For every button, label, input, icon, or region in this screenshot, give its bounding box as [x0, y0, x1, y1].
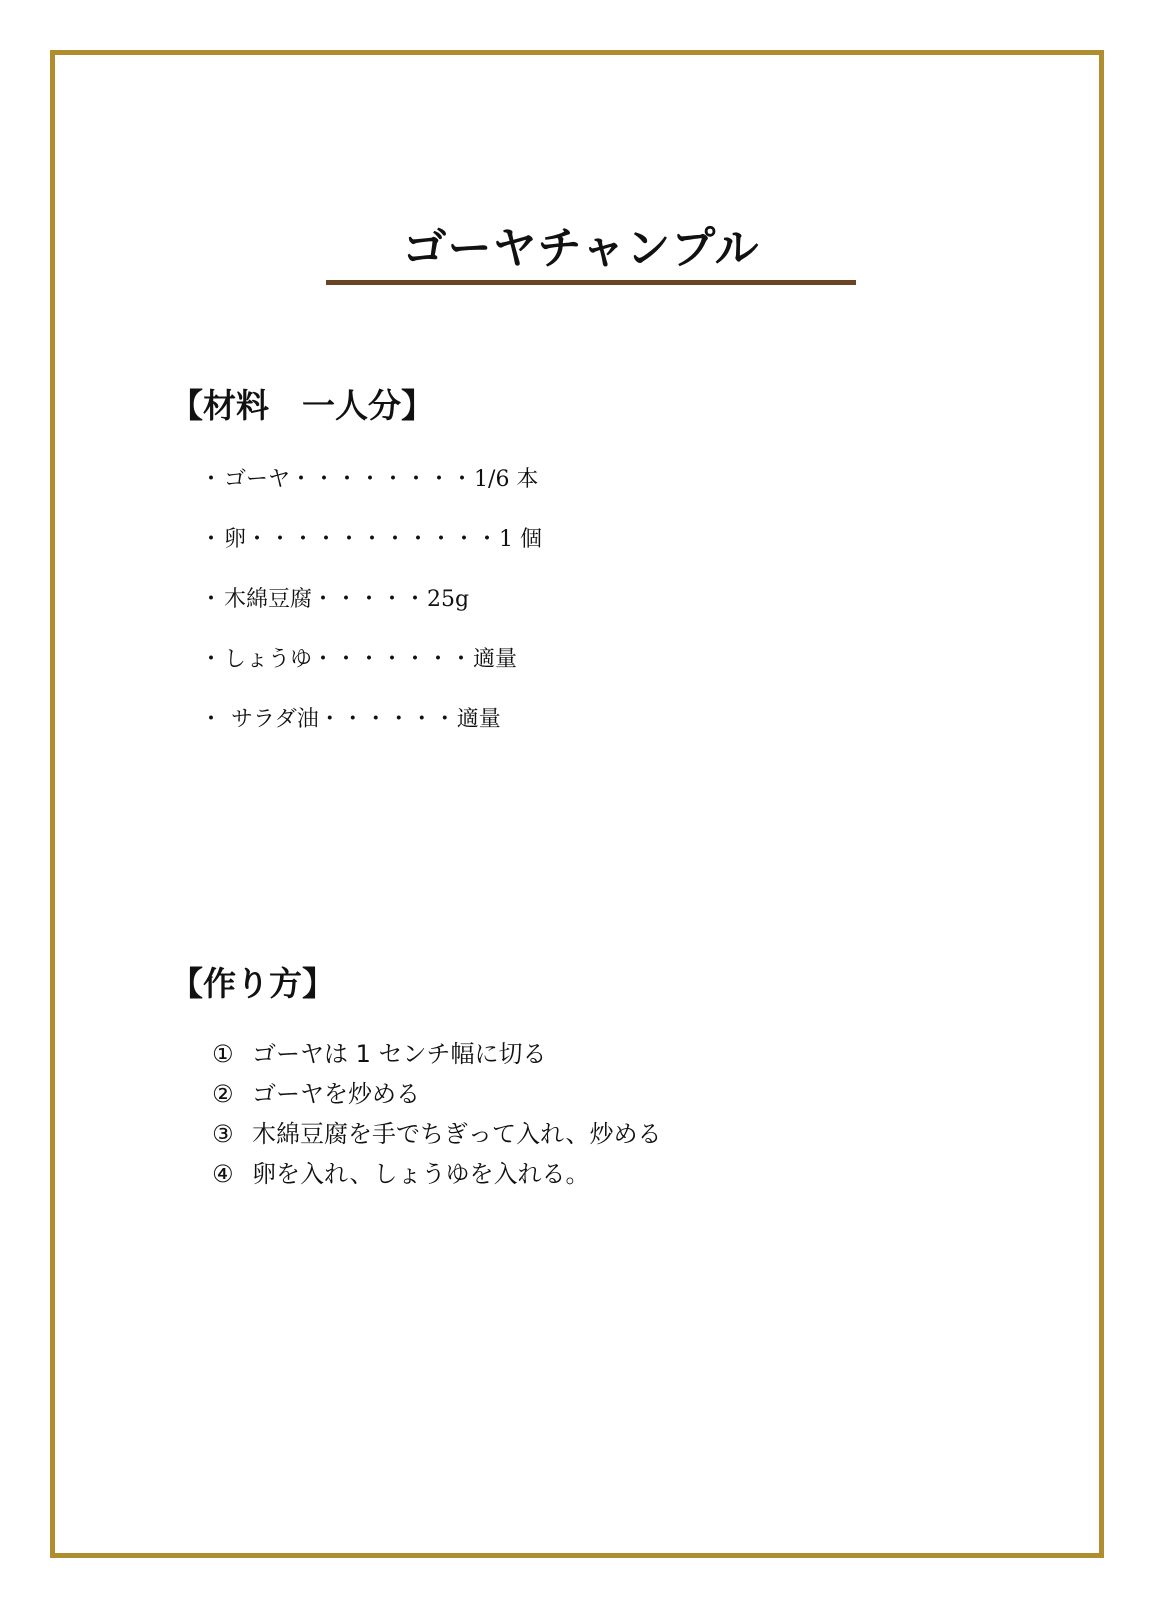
ingredient-item — [200, 520, 542, 580]
ingredient-name: サラダ油 — [224, 707, 319, 732]
step-item — [212, 1114, 661, 1154]
step-list — [212, 1034, 661, 1194]
ingredient-amount: 25g — [427, 587, 470, 612]
materials-heading: 【材料 一人分】 — [170, 386, 434, 425]
leader-dots: ・・・・・ — [312, 587, 428, 612]
step-number: ④ — [212, 1160, 234, 1188]
bullet: ・ — [200, 587, 223, 612]
step-number: ③ — [212, 1120, 234, 1148]
ingredient-list — [200, 460, 542, 760]
step-text: 木綿豆腐を手でちぎって入れ、炒める — [252, 1120, 662, 1148]
leader-dots: ・・・・・・・・ — [290, 467, 475, 492]
ingredient-item — [200, 460, 542, 520]
ingredient-item — [200, 640, 542, 700]
ingredient-item — [200, 580, 542, 640]
title-underline — [326, 280, 856, 285]
bullet: ・ — [200, 707, 223, 732]
ingredient-amount: 適量 — [473, 647, 518, 672]
step-item — [212, 1074, 661, 1114]
leader-dots: ・・・・・・・・・・・ — [246, 527, 500, 552]
step-text: 卵を入れ、しょうゆを入れる。 — [252, 1160, 590, 1188]
bullet: ・ — [200, 467, 223, 492]
bullet: ・ — [200, 647, 223, 672]
ingredient-name: しょうゆ — [224, 647, 313, 672]
method-heading: 【作り方】 — [170, 964, 335, 1003]
ingredient-amount: 1/6 本 — [474, 467, 539, 492]
ingredient-name: 木綿豆腐 — [224, 587, 313, 612]
step-item — [212, 1034, 661, 1074]
recipe-title: ゴーヤチャンプル — [402, 223, 760, 274]
step-text: ゴーヤは 1 センチ幅に切る — [252, 1040, 547, 1068]
ingredient-amount: 1 個 — [499, 527, 543, 552]
ingredient-name: 卵 — [224, 527, 247, 552]
leader-dots: ・・・・・・ — [318, 707, 457, 732]
ingredient-name: ゴーヤ — [224, 467, 291, 492]
step-item — [212, 1154, 661, 1194]
bullet: ・ — [200, 527, 223, 552]
ingredient-item — [200, 700, 542, 760]
page-frame — [50, 50, 1104, 1558]
step-number: ① — [212, 1040, 234, 1068]
leader-dots: ・・・・・・・ — [312, 647, 474, 672]
step-text: ゴーヤを炒める — [252, 1080, 420, 1108]
ingredient-amount: 適量 — [456, 707, 501, 732]
step-number: ② — [212, 1080, 234, 1108]
